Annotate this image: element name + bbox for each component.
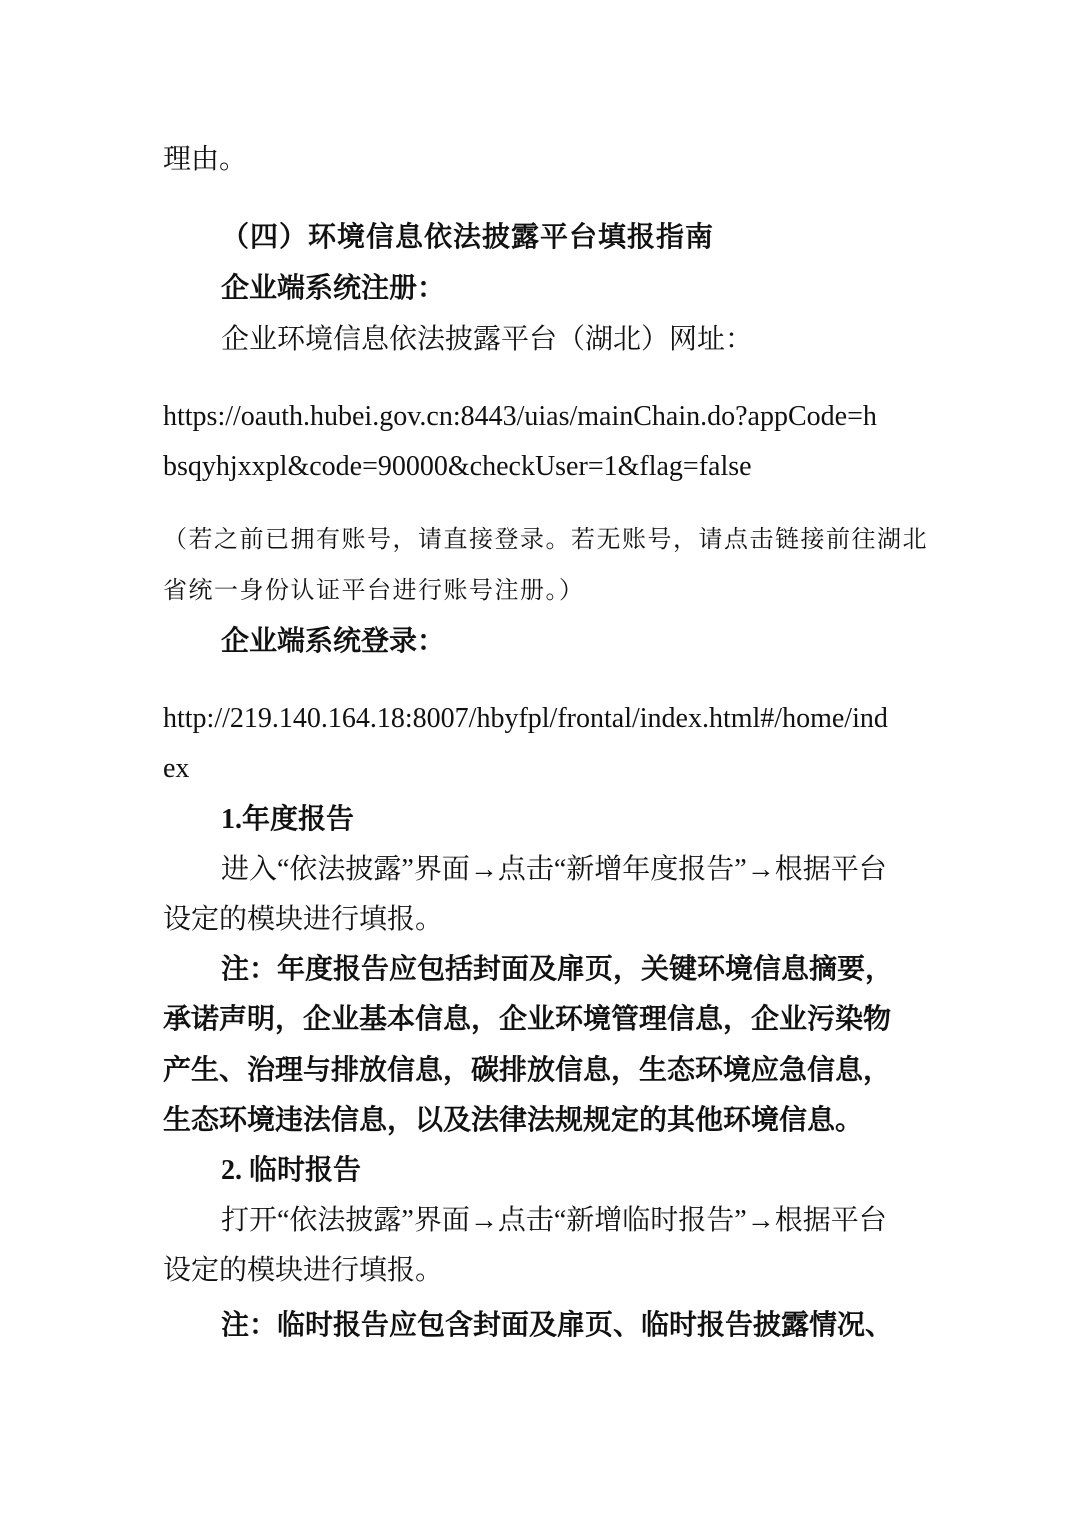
platform-label: 企业环境信息依法披露平台（湖北）网址： [221, 324, 754, 355]
register-note-line-2: 省统一身份认证平台进行账号注册。） [163, 578, 585, 604]
register-url-line-2[interactable]: bsqyhjxxpl&code=90000&checkUser=1&flag=false [163, 451, 752, 482]
login-url-line-2[interactable]: ex [163, 753, 190, 784]
note1-line-3: 产生、治理与排放信息，碳排放信息，生态环境应急信息， [163, 1055, 892, 1086]
note1-line-2: 承诺声明，企业基本信息，企业环境管理信息，企业污染物 [163, 1004, 892, 1035]
register-url-line-1[interactable]: https://oauth.hubei.gov.cn:8443/uias/mainChain.do?appCode=h [163, 401, 877, 432]
item2-line-2: 设定的模块进行填报。 [163, 1255, 444, 1286]
note2-line-1: 注：临时报告应包含封面及扉页、临时报告披露情况、 [221, 1310, 894, 1341]
item1-line-2: 设定的模块进行填报。 [163, 904, 444, 935]
register-note-line-1: （若之前已拥有账号，请直接登录。若无账号，请点击链接前往湖北 [163, 527, 928, 553]
register-heading: 企业端系统注册： [221, 273, 446, 304]
note1-line-1: 注：年度报告应包括封面及扉页，关键环境信息摘要， [221, 954, 894, 985]
login-heading: 企业端系统登录： [221, 626, 446, 657]
item2-heading: 2. 临时报告 [221, 1155, 362, 1186]
item1-line-1: 进入“依法披露”界面→点击“新增年度报告”→根据平台 [221, 854, 887, 885]
login-url-line-1[interactable]: http://219.140.164.18:8007/hbyfpl/frontal/index.html#/home/ind [163, 703, 888, 734]
section-heading: （四）环境信息依法披露平台填报指南 [221, 222, 715, 253]
note1-line-4: 生态环境违法信息，以及法律法规规定的其他环境信息。 [163, 1105, 864, 1136]
item1-heading: 1.年度报告 [221, 804, 355, 835]
item2-line-1: 打开“依法披露”界面→点击“新增临时报告”→根据平台 [221, 1205, 887, 1236]
paragraph-end: 理由。 [163, 144, 248, 175]
